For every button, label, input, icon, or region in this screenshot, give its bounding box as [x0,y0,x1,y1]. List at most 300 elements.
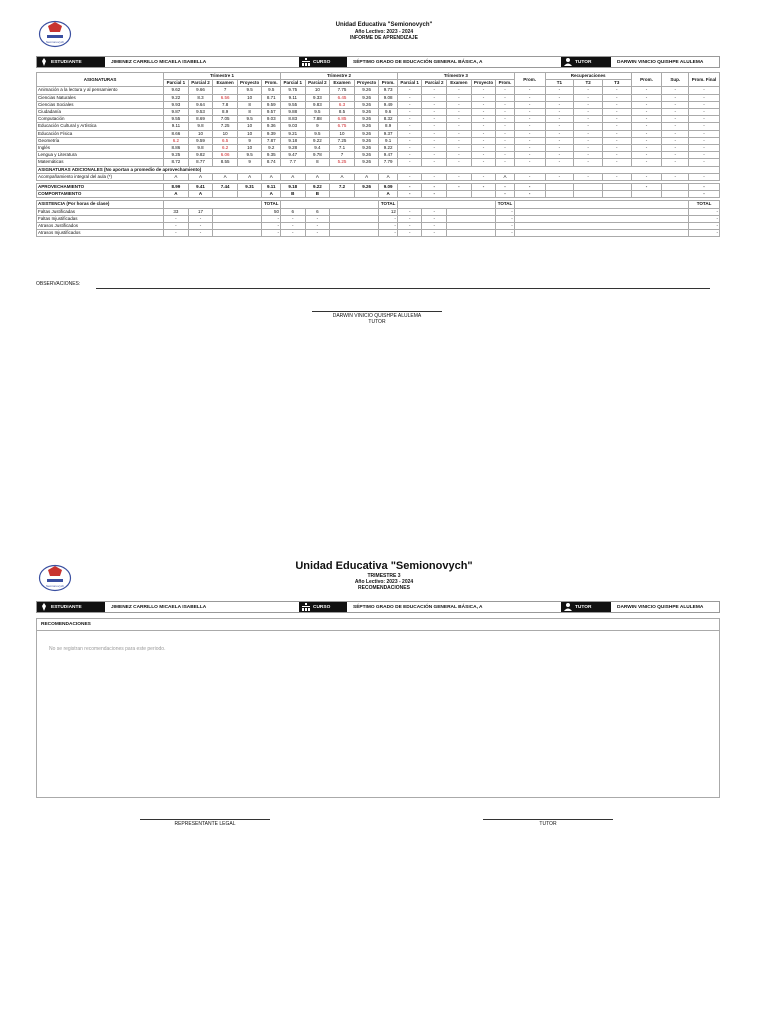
attendance-cell: - [397,223,422,230]
empty-cell: - [496,123,515,130]
grade-cell: 9.66 [188,87,213,94]
attendance-cell: 6 [281,208,306,215]
empty-cell: - [471,94,496,101]
empty-cell: - [545,116,574,123]
attendance-cell: - [164,230,189,237]
empty-cell: - [422,173,447,180]
empty-cell: - [574,152,603,159]
empty-cell: - [662,116,689,123]
empty-cell: - [631,145,662,152]
grade-cell: A [281,173,306,180]
grade-cell: 9.26 [354,137,379,144]
empty-cell: - [602,123,631,130]
grade-cell: 7.25 [213,123,238,130]
empty-cell: - [574,173,603,180]
empty-cell [330,215,379,222]
grade-cell: 9.5 [305,109,330,116]
grade-cell: A [379,173,398,180]
subcol-header: Parcial 2 [422,80,447,87]
grade-cell [330,191,355,198]
tutor-name-2: DARWIN VINICIO QUISHPE ALULEMA [611,602,719,612]
subject-name: Ciudadanía [37,109,164,116]
empty-cell: - [447,130,472,137]
empty-cell: - [471,184,496,191]
attendance-total: - [496,208,515,215]
subcol-header: Parcial 1 [397,80,422,87]
empty-cell: - [471,173,496,180]
empty-cell: - [496,152,515,159]
info-bar-2 [36,601,720,613]
empty-cell: - [447,145,472,152]
subcol-header: Proyecto [237,80,262,87]
empty-cell: - [689,145,720,152]
subject-row [37,87,720,94]
attendance-total: - [262,223,281,230]
attendance-cell: - [164,223,189,230]
grade-cell: 10 [188,130,213,137]
empty-cell: - [514,152,545,159]
empty-cell: - [545,123,574,130]
grade-cell: 9.55 [164,116,189,123]
empty-cell: - [422,101,447,108]
empty-cell: - [689,152,720,159]
subcol-header: Parcial 2 [305,80,330,87]
subcol-header: Parcial 1 [164,80,189,87]
grade-cell: 9.39 [262,130,281,137]
grade-cell: 9.82 [188,152,213,159]
grade-cell: 9.26 [354,152,379,159]
grade-cell: 8.99 [164,184,189,191]
recommendations-box [36,618,720,798]
empty-cell: - [545,173,574,180]
additional-subject-row [37,173,720,180]
empty-cell: - [662,137,689,144]
total-label: TOTAL [689,201,720,208]
attendance-total: - [689,215,720,222]
grade-cell: 9.8 [188,145,213,152]
empty-cell [330,208,379,215]
aprovechamiento-label: APROVECHAMIENTO [37,184,164,191]
grade-cell: 9.88 [281,109,306,116]
empty-cell: - [514,116,545,123]
subject-row [37,145,720,152]
empty-cell: - [496,116,515,123]
attendance-cell: - [397,230,422,237]
signature-line-left [140,819,270,820]
empty-cell: - [397,137,422,144]
empty-cell [213,215,262,222]
grade-cell: 9.26 [354,94,379,101]
trimester2-header: Trimestre 2 [281,73,398,80]
attendance-total: - [496,223,515,230]
grade-cell: 8 [305,159,330,166]
grade-cell: 9.55 [281,101,306,108]
grade-cell: 9.41 [188,184,213,191]
grade-cell: 7 [330,152,355,159]
grade-cell: A [379,191,398,198]
student-label-2: ESTUDIANTE [37,602,105,612]
empty-cell: - [574,87,603,94]
grade-cell: 6.45 [330,94,355,101]
empty-cell: - [397,191,422,198]
signature-line [312,311,442,312]
empty-cell: - [514,159,545,166]
empty-cell: - [602,116,631,123]
grade-cell: 9.93 [164,101,189,108]
subject-name: Ciencias Naturales [37,94,164,101]
grade-cell: 9.5 [237,152,262,159]
grade-cell: 9.09 [379,184,398,191]
grade-cell: 7.88 [305,116,330,123]
subject-name: Educación Física [37,130,164,137]
school-name-2: Unidad Educativa "Semionovych" [295,560,473,572]
attendance-header-row [37,201,720,208]
empty-cell: - [631,130,662,137]
attendance-total: - [379,223,398,230]
tutor-label-sig: TUTOR [539,821,557,827]
tutor-signature [312,311,442,325]
report-title: INFORME DE APRENDIZAJE [350,35,418,41]
attendance-name: Faltas Injustificadas [37,215,164,222]
subject-row [37,101,720,108]
recommendations-header [0,560,768,591]
empty-cell: - [631,159,662,166]
student-label: ESTUDIANTE [37,57,105,67]
signature-role: TUTOR [368,319,386,325]
empty-cell [574,191,603,198]
grade-cell: A [164,191,189,198]
empty-cell [447,208,496,215]
subcol-header: Prom. [262,80,281,87]
grade-cell [213,191,238,198]
tutor-signature-2 [483,819,613,827]
subjects-header: ASIGNATURAS [37,73,164,87]
grade-cell: 10 [213,130,238,137]
empty-cell: - [397,116,422,123]
total-label: TOTAL [497,201,513,207]
empty-cell [631,191,662,198]
grade-cell: B [305,191,330,198]
course-icon [302,58,310,66]
trimester-label: TRIMESTRE 3 [367,573,401,579]
empty-cell: - [422,87,447,94]
empty-cell [514,215,688,222]
grade-cell: 9.03 [281,123,306,130]
observations-line [96,288,710,289]
recommendations-box-title: RECOMENDACIONES [37,619,719,631]
empty-cell: - [662,173,689,180]
attendance-cell: - [188,230,213,237]
empty-cell: - [689,116,720,123]
subject-name: Ciencias Sociales [37,101,164,108]
subject-name: Computación [37,116,164,123]
empty-cell: - [545,137,574,144]
attendance-total: - [496,215,515,222]
signature-line-right [483,819,613,820]
grade-cell: 8.9 [379,123,398,130]
attendance-cell: - [281,230,306,237]
student-icon [40,603,48,611]
empty-cell [281,201,379,208]
grade-cell: 6.06 [213,152,238,159]
subject-name: Animación a la lectura y al pensamiento [37,87,164,94]
empty-cell: - [471,116,496,123]
empty-cell: - [631,152,662,159]
comportamiento-row [37,191,720,198]
grade-cell: 9.87 [164,109,189,116]
empty-cell: - [447,137,472,144]
attendance-cell: - [281,215,306,222]
empty-cell: - [689,137,720,144]
course-label-2: CURSO [299,602,347,612]
subject-row [37,130,720,137]
grade-cell: 8.55 [213,159,238,166]
empty-cell: - [496,137,515,144]
empty-cell: - [397,173,422,180]
empty-cell: - [514,145,545,152]
empty-cell: - [471,87,496,94]
empty-cell: - [631,109,662,116]
attendance-total: - [262,215,281,222]
grade-cell: 9.59 [188,137,213,144]
attendance-name: Atrasos Justificados [37,223,164,230]
empty-cell: - [689,109,720,116]
grade-cell: 6.2 [164,137,189,144]
grade-cell: A [213,173,238,180]
grade-cell: 6.56 [213,94,238,101]
grade-cell: 7.79 [379,159,398,166]
empty-cell: - [689,191,720,198]
empty-cell: - [514,184,545,191]
empty-cell: - [602,87,631,94]
empty-cell: - [514,123,545,130]
attendance-cell: - [188,223,213,230]
empty-cell [602,184,631,191]
grade-cell: 9.26 [354,116,379,123]
grade-cell: 6.75 [330,123,355,130]
empty-cell: - [447,159,472,166]
empty-cell: - [662,109,689,116]
empty-cell [213,230,262,237]
grade-cell: 9 [237,159,262,166]
subcol-header: Examen [330,80,355,87]
attendance-cell: - [281,223,306,230]
empty-cell: - [602,145,631,152]
empty-cell: - [602,130,631,137]
recup-col-header: T1 [545,80,574,87]
subject-row [37,123,720,130]
subcol-header: Proyecto [354,80,379,87]
recommendations-message: No se registran recomendaciones para este periodo. [49,646,166,652]
total-label: TOTAL [263,201,279,207]
grade-cell: 10 [305,87,330,94]
empty-cell: - [496,130,515,137]
grade-cell: 9.22 [305,184,330,191]
subject-name: Educación Cultural y Artística [37,123,164,130]
info-bar [36,56,720,68]
grade-cell: 8 [237,101,262,108]
grade-cell: 9.5 [237,87,262,94]
attendance-name: Faltas Justificadas [37,208,164,215]
grade-cell: 9.22 [379,145,398,152]
grade-cell: 7.1 [330,145,355,152]
attendance-cell: 33 [164,208,189,215]
grade-cell: A [305,173,330,180]
tutor-icon [564,603,572,611]
empty-cell [447,223,496,230]
empty-cell: - [471,152,496,159]
empty-cell: - [471,137,496,144]
attendance-total: - [496,230,515,237]
school-year: Año Lectivo: 2023 - 2024 [354,29,414,35]
grade-cell: 9.11 [281,94,306,101]
grade-cell: 9.47 [379,152,398,159]
grade-cell: 9.36 [262,123,281,130]
attendance-cell: - [422,230,447,237]
empty-cell: - [689,123,720,130]
recommendations-title: RECOMENDACIONES [358,585,410,591]
tutor-label: TUTOR [561,57,611,67]
tutor-icon [564,58,572,66]
attendance-total: - [689,230,720,237]
grade-cell: 9.83 [305,101,330,108]
subcol-header: Examen [213,80,238,87]
grade-cell: 8.72 [164,159,189,166]
empty-cell: - [496,87,515,94]
empty-cell [514,230,688,237]
empty-cell: - [574,94,603,101]
grade-cell: A [188,191,213,198]
grade-cell: 9.21 [281,130,306,137]
empty-cell: - [602,152,631,159]
empty-cell: - [631,137,662,144]
comportamiento-label: COMPORTAMIENTO [37,191,164,198]
grade-cell: 9.33 [305,94,330,101]
recup-col-header: T3 [602,80,631,87]
empty-cell: - [514,101,545,108]
course-icon [302,603,310,611]
grade-cell: 9.26 [354,145,379,152]
grade-cell: 9.62 [164,87,189,94]
empty-cell: - [422,191,447,198]
empty-cell: - [397,87,422,94]
attendance-row [37,208,720,215]
grade-cell: A [262,191,281,198]
empty-cell [471,191,496,198]
grade-cell: 9 [305,123,330,130]
grade-cell: 9.28 [281,145,306,152]
grade-cell: 9.57 [262,109,281,116]
empty-cell: - [422,145,447,152]
grade-cell: 9.5 [305,130,330,137]
empty-cell: - [689,173,720,180]
attendance-total: - [379,215,398,222]
tutor-label-2: TUTOR [561,602,611,612]
empty-cell: - [397,101,422,108]
empty-cell: - [496,159,515,166]
attendance-cell: - [397,208,422,215]
total-label: TOTAL [380,201,396,207]
grade-cell: 8.3 [188,94,213,101]
subcol-header: Examen [447,80,472,87]
attendance-total: 50 [262,208,281,215]
empty-cell: - [397,94,422,101]
empty-cell: - [689,87,720,94]
attendance-total: - [262,230,281,237]
grade-cell: A [354,173,379,180]
subcol-header: Proyecto [471,80,496,87]
empty-cell: - [631,87,662,94]
grade-cell: 9.59 [262,101,281,108]
empty-cell: - [545,109,574,116]
grade-cell: 5.25 [330,159,355,166]
subject-row [37,159,720,166]
recup-col-header: T2 [574,80,603,87]
empty-cell: - [471,123,496,130]
grade-cell: 9.1 [379,137,398,144]
empty-cell [447,191,472,198]
trimester3-header: Trimestre 3 [397,73,514,80]
grade-cell: 9.11 [262,184,281,191]
empty-cell: - [574,159,603,166]
report-header [0,22,768,41]
empty-cell: - [471,109,496,116]
empty-cell: - [397,159,422,166]
empty-cell: - [447,94,472,101]
empty-cell: - [662,123,689,130]
grade-cell: 9.26 [354,159,379,166]
empty-cell: - [662,145,689,152]
grade-cell: 7.2 [330,184,355,191]
empty-cell: - [689,184,720,191]
empty-cell: - [447,116,472,123]
subject-name: Inglés [37,145,164,152]
empty-cell: - [397,123,422,130]
prom2-header: Prom. [631,73,662,87]
subject-row [37,116,720,123]
grade-cell: 8.86 [164,145,189,152]
empty-cell: - [471,101,496,108]
grade-cell: A [164,173,189,180]
grade-cell: 10 [237,145,262,152]
empty-cell: - [631,173,662,180]
attendance-name: Atrasos Injustificados [37,230,164,237]
subcol-header: Parcial 2 [188,80,213,87]
empty-cell: - [447,123,472,130]
grade-cell: 9.75 [281,87,306,94]
attendance-total: - [379,230,398,237]
empty-cell: - [602,173,631,180]
empty-cell: - [397,145,422,152]
attendance-cell: - [305,223,330,230]
grade-cell: 8 [237,109,262,116]
empty-cell: - [422,116,447,123]
grade-cell: 9.26 [354,87,379,94]
empty-cell [662,184,689,191]
grade-cell: 9.26 [354,101,379,108]
empty-cell [514,208,688,215]
recup-header: Recuperaciones [545,73,631,80]
empty-cell: - [631,123,662,130]
grade-cell: 8.71 [262,94,281,101]
grade-cell: 8.32 [379,116,398,123]
empty-cell: - [689,159,720,166]
empty-cell: - [662,130,689,137]
empty-cell [574,184,603,191]
empty-cell: - [422,130,447,137]
grade-cell: A [330,173,355,180]
grade-cell: 8.9 [213,109,238,116]
